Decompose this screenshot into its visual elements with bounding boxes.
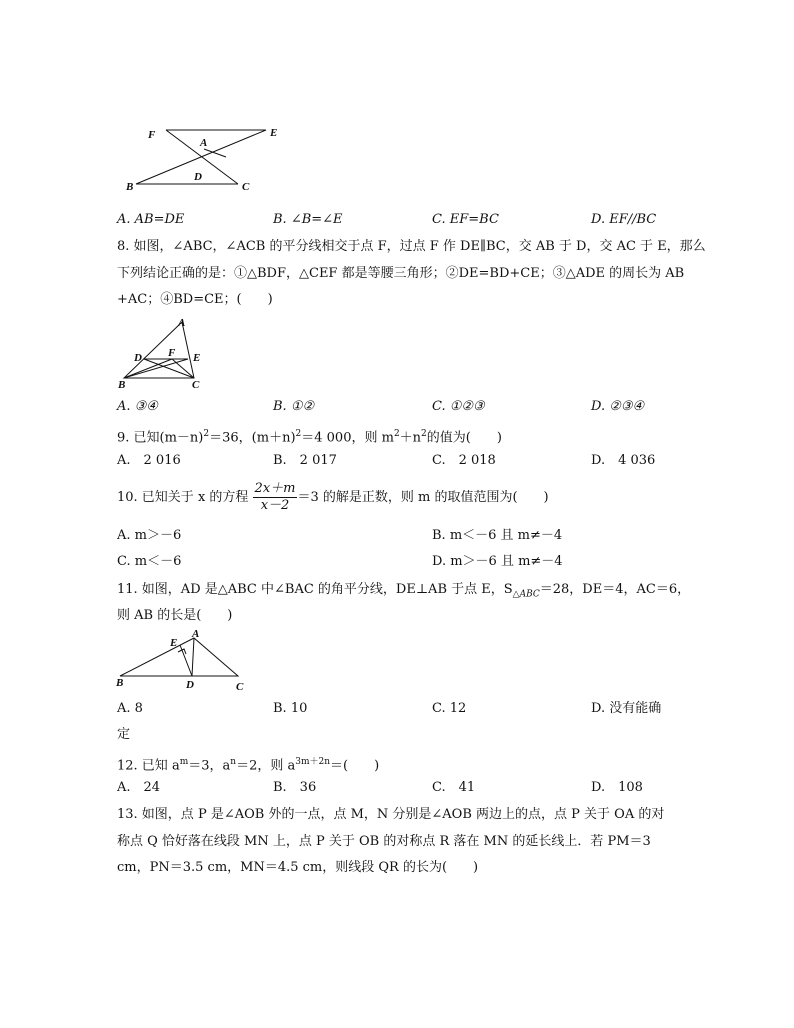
q10-option-d: D. m＞－6 且 m≠－4: [432, 554, 563, 569]
q12-option-a: A. 24: [117, 780, 161, 795]
fig7-label-E: E: [270, 127, 278, 139]
fig11-label-B: B: [116, 677, 124, 689]
q9-text-4: ＋n: [399, 430, 422, 446]
fig7-label-B: B: [126, 181, 134, 193]
q9-text-1: 9. 已知(m－n): [117, 430, 204, 446]
q8-option-c: C. ①②③: [432, 399, 485, 414]
q12-text-2: ＝3，a: [188, 758, 231, 774]
fig8-label-C: C: [192, 379, 200, 391]
q12-option-d: D. 108: [591, 780, 643, 795]
q12-sup-2: n: [230, 757, 237, 767]
fig7-label-C: C: [242, 181, 250, 193]
fig7-label-F: F: [148, 129, 156, 141]
q9-sup-1: 2: [203, 429, 210, 439]
q10-denominator: x－2: [260, 498, 290, 513]
q12-option-b: B. 36: [273, 780, 317, 795]
q9-stem: [117, 425, 502, 447]
q11-text-1: 11. 如图，AD 是△ABC 中∠BAC 的角平分线，DE⊥AB 于点 E，S: [117, 582, 513, 597]
q7-option-c: C. EF=BC: [432, 212, 499, 227]
q12-sup-3: 3m＋2n: [295, 757, 331, 767]
fig11-label-E: E: [170, 637, 178, 649]
q8-stem-line2: 下列结论正确的是：①△BDF，△CEF 都是等腰三角形；②DE=BD+CE；③△ADE 的周长为 AB: [117, 266, 685, 281]
fig8-label-F: F: [168, 347, 176, 359]
q8-stem-line3: +AC；④BD=CE；( ): [117, 292, 273, 307]
q11-text-2: ＝28，DE＝4，AC＝6，: [539, 582, 691, 597]
q8-option-a: A. ③④: [117, 399, 158, 414]
q8-option-b: B. ①②: [273, 399, 315, 414]
q10-option-c: C. m＜－6: [117, 554, 182, 569]
q12-text-1: 12. 已知 a: [117, 758, 180, 774]
q7-option-b: B. ∠B=∠E: [273, 212, 343, 227]
q9-sup-4: 2: [421, 429, 427, 439]
q13-stem-line2: 称点 Q 恰好落在线段 MN 上，点 P 关于 OB 的对称点 R 落在 MN 的延长线上．若 PM＝3: [117, 834, 651, 849]
q12-stem: [117, 753, 379, 775]
q11-option-d-wrap: 定: [117, 727, 131, 742]
fig7-label-A: A: [200, 137, 208, 149]
q13-stem-line1: 13. 如图，点 P 是∠AOB 外的一点，点 M，N 分别是∠AOB 两边上的点，点 P 关于 OA 的对: [117, 807, 665, 822]
fig8-label-A: A: [178, 317, 186, 329]
q9-sup-3: 2: [393, 429, 400, 439]
q13-stem-line3: cm，PN＝3.5 cm，MN＝4.5 cm，则线段 QR 的长为( ): [117, 860, 479, 875]
q9-text-5: 的值为( ): [426, 430, 502, 446]
q9-text-3: ＝4 000，则 m: [301, 430, 394, 446]
q9-option-d: D. 4 036: [591, 453, 656, 468]
q10-text-post: ＝3 的解是正数，则 m 的取值范围为( ): [297, 490, 549, 505]
q10-text-pre: 10. 已知关于 x 的方程: [117, 490, 249, 505]
fig7-label-D: D: [194, 171, 202, 183]
q11-option-b: B. 10: [273, 701, 308, 716]
q12-option-c: C. 41: [432, 780, 476, 795]
q10-option-b: B. m＜－6 且 m≠－4: [432, 528, 563, 543]
q12-sup-1: m: [179, 757, 189, 767]
q11-option-d: D. 没有能确: [591, 701, 662, 716]
q11-option-a: A. 8: [117, 701, 143, 716]
figure-q11: [114, 628, 254, 692]
q12-text-4: ＝( ): [330, 758, 380, 774]
q12-text-3: ＝2，则 a: [236, 758, 296, 774]
q11-stem-line1: [117, 581, 690, 604]
q8-stem-line1: 8. 如图，∠ABC，∠ACB 的平分线相交于点 F，过点 F 作 DE∥BC，交 AB 于 D，交 AC 于 E，那么: [117, 239, 706, 254]
q10-stem: [117, 481, 549, 515]
figure-q7: [120, 122, 290, 194]
q11-sub: △ABC: [512, 589, 540, 600]
q9-option-a: A. 2 016: [117, 453, 181, 468]
q9-option-c: C. 2 018: [432, 453, 496, 468]
q11-option-c: C. 12: [432, 701, 467, 716]
fig11-label-A: A: [192, 628, 200, 640]
q9-option-b: B. 2 017: [273, 453, 337, 468]
q10-fraction: [253, 481, 298, 514]
fig8-label-D: D: [134, 352, 142, 364]
q10-numerator: 2x＋m: [254, 481, 296, 496]
figure-q8: [116, 314, 216, 392]
q8-option-d: D. ②③④: [591, 399, 645, 414]
q9-sup-2: 2: [295, 429, 302, 439]
q10-option-a: A. m＞－6: [117, 528, 182, 543]
fig11-label-D: D: [186, 679, 194, 691]
fig11-label-C: C: [236, 681, 244, 692]
q11-stem-line2: 则 AB 的长是( ): [117, 608, 233, 623]
fig8-label-B: B: [118, 379, 126, 391]
q9-text-2: ＝36，(m＋n): [209, 430, 296, 446]
fig8-label-E: E: [193, 352, 201, 364]
q7-option-d: D. EF//BC: [591, 212, 657, 227]
q7-option-a: A. AB=DE: [117, 212, 185, 227]
